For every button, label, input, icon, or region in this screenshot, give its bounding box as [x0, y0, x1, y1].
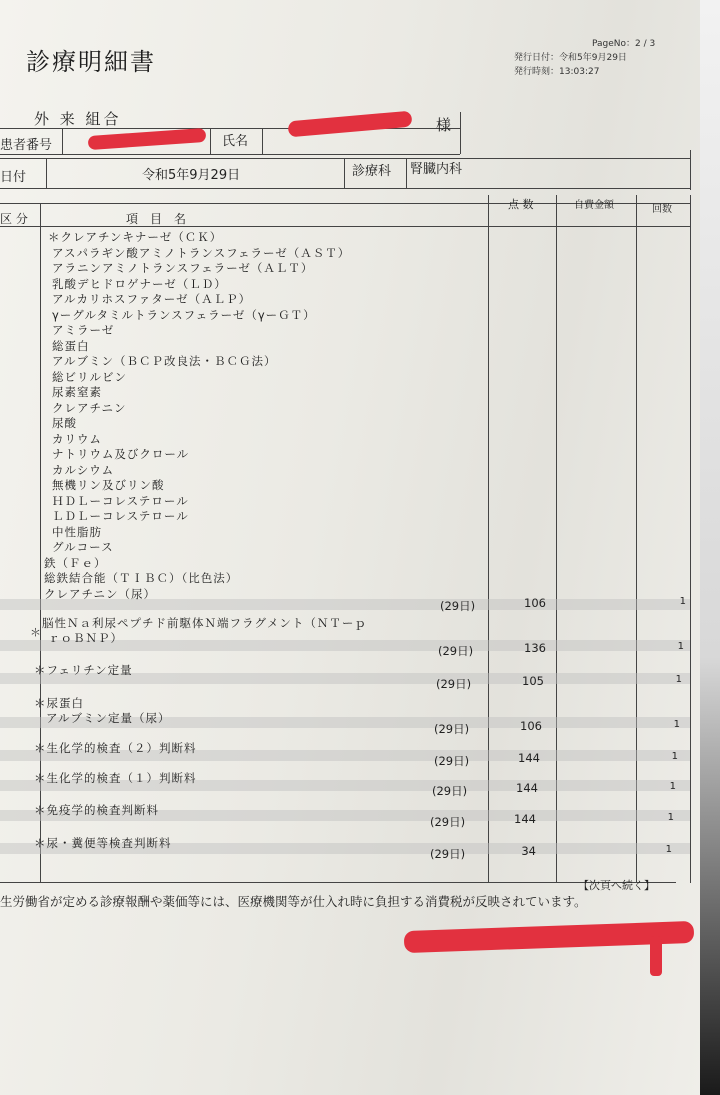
row-points: 106: [520, 719, 542, 733]
lab-item: アルカリホスファターゼ（ＡＬＰ）: [52, 292, 252, 306]
row-label: ＊フェリチン定量: [34, 663, 133, 677]
lab-item: クレアチニン（尿）: [44, 586, 157, 601]
lab-item: 総蛋白: [52, 338, 90, 353]
column-item-name: 項 目 名: [126, 212, 187, 226]
visit-type: 外 来 組合: [34, 110, 122, 128]
row-label: ＊尿・糞便等検査判断料: [34, 836, 172, 850]
row-date: (29日): [438, 644, 474, 658]
issue-time-label: 発行時刻：: [514, 67, 560, 77]
lab-item: 無機リン及びリン酸: [52, 478, 165, 492]
lab-item: ＨＤＬーコレステロール: [52, 493, 189, 508]
background-edge: [700, 0, 720, 1095]
redacted-patient-number: [88, 128, 207, 150]
row-points: 136: [524, 641, 546, 655]
column-count: 回数: [652, 204, 672, 215]
row-date: (29日): [434, 722, 470, 736]
page-number: PageNo：2 / 3: [592, 39, 656, 49]
redacted-patient-name: [288, 111, 413, 138]
row-count: 1: [675, 674, 682, 685]
row-date: (29日): [436, 677, 472, 691]
lab-item: ＊クレアチンキナーゼ（ＣＫ）: [48, 230, 223, 244]
lab-item-list: [44, 230, 351, 602]
consumption-tax-notice: 生労働省が定める診療報酬や薬価等には、医療機関等が仕入れ時に負担する消費税が反映されています。: [0, 894, 587, 909]
row-points: 144: [518, 751, 540, 765]
issue-date: [514, 52, 627, 65]
row-count: 1: [671, 751, 678, 762]
date-label: 日付: [0, 170, 27, 185]
row-points: 144: [514, 812, 536, 826]
row-count: 1: [677, 641, 684, 652]
patient-number-label: 患者番号: [0, 138, 53, 153]
lab-item: 尿素窒素: [52, 385, 102, 399]
column-category: 区 分: [0, 212, 28, 226]
row-label: ＊免疫学的検査判断料: [34, 803, 159, 817]
lab-item: 鉄（Ｆｅ）: [44, 555, 107, 570]
row-count: 1: [673, 719, 680, 730]
lab-item: 尿酸: [52, 416, 77, 430]
issue-date-value: 令和5年9月29日: [559, 53, 627, 63]
lab-item: 総ビリルビン: [52, 369, 127, 384]
redacted-footer-mark: [650, 936, 662, 976]
issue-time: [514, 66, 599, 79]
name-label: 氏名: [222, 134, 249, 149]
lab-item: ナトリウム及びクロール: [52, 447, 190, 461]
row-count: 1: [665, 844, 672, 855]
row-points: 144: [516, 781, 538, 795]
lab-item: アミラーゼ: [52, 323, 115, 337]
row-label: ＊生化学的検査（１）判断料: [34, 771, 197, 785]
lab-item: アルブミン（ＢＣＰ改良法・ＢＣＧ法）: [52, 354, 277, 368]
row-date: (29日): [430, 815, 466, 829]
row-points: 105: [522, 674, 544, 688]
row-label: ＊生化学的検査（２）判断料: [34, 741, 197, 755]
row-points: 34: [521, 844, 536, 858]
row-label-cont: ｒｏＢＮＰ）: [48, 631, 123, 645]
lab-item: グルコース: [52, 540, 114, 554]
row-count: 1: [679, 596, 686, 607]
lab-item: クレアチニン: [52, 400, 127, 415]
row-points: 106: [524, 596, 546, 610]
row-date: (29日): [430, 847, 466, 861]
department-label: 診療科: [352, 164, 392, 179]
lab-item: ＬＤＬーコレステロール: [52, 509, 189, 523]
honorific: 様: [436, 116, 452, 134]
lab-item: アスパラギン酸アミノトランスフェラーゼ（ＡＳＴ）: [52, 245, 351, 260]
row-date: (29日): [432, 784, 468, 798]
lab-item: 中性脂肪: [52, 524, 102, 539]
document-title: 診療明細書: [26, 48, 156, 76]
lab-item: 乳酸デヒドロゲナーゼ（ＬＤ）: [52, 276, 227, 291]
issue-time-value: 13:03:27: [559, 67, 600, 77]
issue-date-label: 発行日付：: [514, 53, 560, 63]
row-asterisk: ＊: [30, 626, 41, 639]
row-date: (29日): [434, 754, 470, 768]
lab-item: カリウム: [52, 431, 102, 446]
lab-item: γーグルタミルトランスフェラーゼ（γーＧＴ）: [52, 307, 316, 322]
department-value: 腎臓内科: [410, 162, 463, 177]
row-count: 1: [669, 781, 676, 792]
column-points: 点 数: [508, 198, 534, 211]
lab-item: カルシウム: [52, 462, 115, 477]
row-label: ＊尿蛋白: [34, 696, 84, 710]
row-count: 1: [667, 812, 674, 823]
row-date: (29日): [440, 599, 476, 613]
column-self-pay: 自費金額: [574, 200, 614, 211]
date-value: 令和5年9月29日: [142, 168, 241, 183]
continued-note: 【次頁へ続く】: [578, 879, 655, 892]
lab-item: 総鉄結合能（ＴＩＢＣ）（比色法）: [44, 571, 239, 585]
row-label-cont: アルブミン定量（尿）: [46, 711, 171, 725]
row-label: 脳性Ｎａ利尿ペプチド前駆体Ｎ端フラグメント（ＮＴーｐ: [42, 616, 367, 630]
lab-item: アラニンアミノトランスフェラーゼ（ＡＬＴ）: [52, 261, 314, 275]
